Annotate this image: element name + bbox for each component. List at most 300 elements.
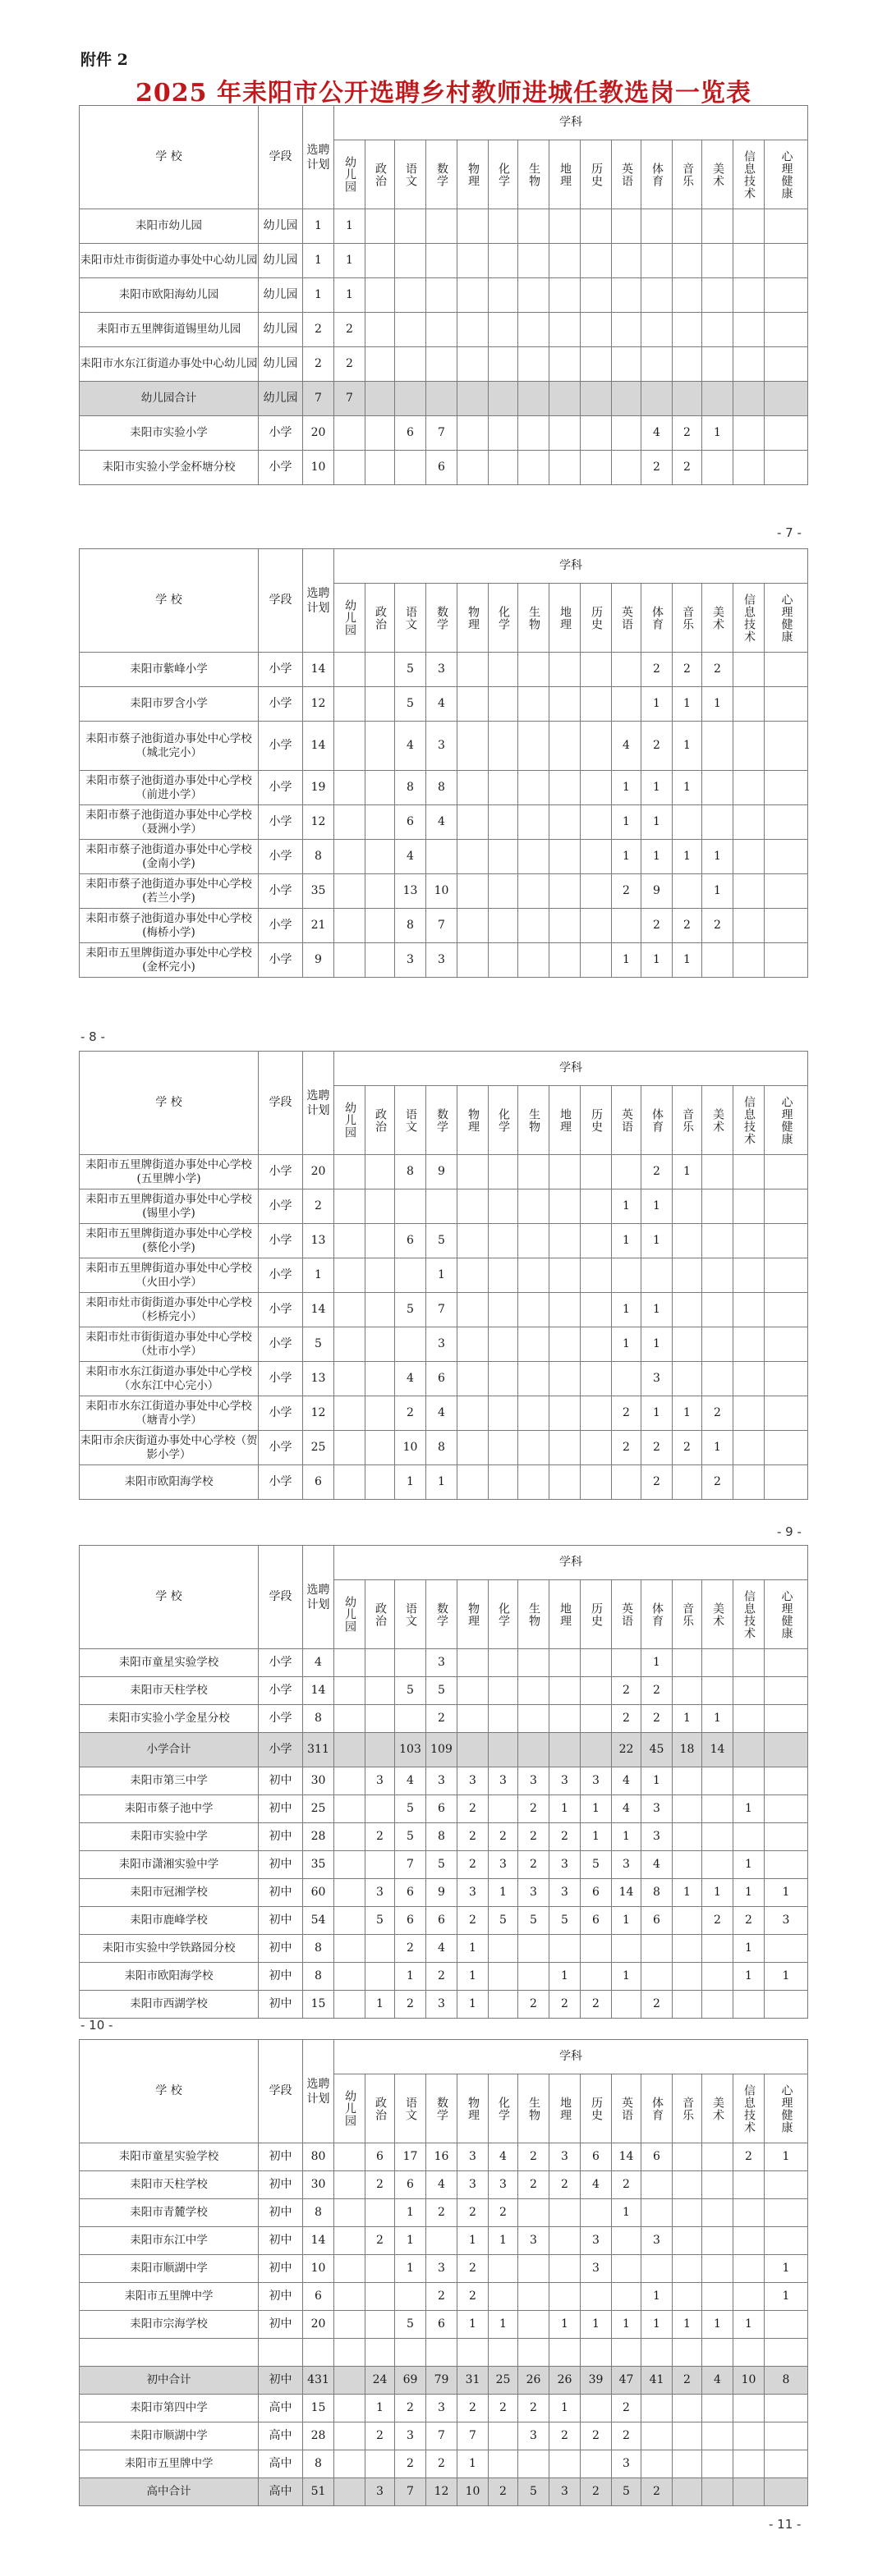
subject-count — [702, 1327, 733, 1362]
subject-count — [765, 2395, 808, 2422]
subject-count: 6 — [581, 1907, 612, 1935]
subject-count — [733, 1327, 765, 1362]
header-subject — [457, 1580, 489, 1649]
subject-count: 2 — [334, 347, 365, 382]
subject-count — [549, 2227, 581, 2255]
header-subject — [673, 140, 702, 209]
subject-count: 2 — [549, 2422, 581, 2450]
subject-count — [457, 722, 489, 771]
header-subject-label: 体育 — [650, 162, 664, 187]
school-name: 耒阳市青麓学校 — [80, 2199, 259, 2227]
school-name: 初中合计 — [80, 2367, 259, 2395]
subject-count: 1 — [581, 1823, 612, 1851]
subject-count — [612, 2227, 641, 2255]
subject-count: 5 — [549, 1907, 581, 1935]
subject-count — [365, 1431, 395, 1465]
subject-count — [334, 1991, 365, 2019]
subject-count — [489, 771, 518, 805]
header-subject-label: 生物 — [527, 605, 540, 630]
subject-count: 3 — [426, 1991, 457, 2019]
header-subject-label: 音乐 — [681, 605, 694, 630]
subject-count: 5 — [395, 1823, 426, 1851]
school-name: 耒阳市童星实验学校 — [80, 1649, 259, 1677]
header-subject-label: 生物 — [527, 162, 540, 187]
subject-count — [702, 2171, 733, 2199]
subject-count: 6 — [365, 2143, 395, 2171]
subject-count: 8 — [395, 771, 426, 805]
subject-count: 1 — [395, 2199, 426, 2227]
subject-count: 4 — [641, 416, 673, 451]
subject-count: 2 — [733, 2143, 765, 2171]
subject-count: 3 — [365, 1767, 395, 1795]
subject-count: 2 — [518, 1991, 549, 2019]
subject-count: 7 — [426, 1293, 457, 1327]
subject-count — [489, 1327, 518, 1362]
subject-count — [518, 653, 549, 687]
plan-count: 14 — [303, 1293, 334, 1327]
header-subject-label: 政治 — [374, 605, 387, 630]
header-subject — [581, 1580, 612, 1649]
header-subject-label: 音乐 — [681, 162, 694, 187]
table-row — [80, 874, 808, 909]
subject-count — [334, 1362, 365, 1396]
subject-count — [702, 1767, 733, 1795]
subject-count: 1 — [641, 840, 673, 874]
subject-count: 3 — [426, 653, 457, 687]
subject-count — [765, 2227, 808, 2255]
subject-count: 3 — [365, 1879, 395, 1907]
subject-count — [673, 1465, 702, 1500]
subject-count — [733, 1396, 765, 1431]
subject-count — [581, 1705, 612, 1733]
subject-count: 1 — [457, 2227, 489, 2255]
header-subject-label: 幼儿园 — [343, 1596, 356, 1633]
subject-count — [334, 1705, 365, 1733]
subject-count: 4 — [395, 1767, 426, 1795]
subject-count — [765, 1851, 808, 1879]
plan-count: 8 — [303, 1963, 334, 1991]
subject-count — [702, 1293, 733, 1327]
header-subject-label: 政治 — [374, 2096, 387, 2121]
subject-count: 1 — [641, 1293, 673, 1327]
subject-count — [673, 2478, 702, 2506]
subject-count — [518, 244, 549, 278]
plan-count: 25 — [303, 1431, 334, 1465]
school-stage: 幼儿园 — [259, 382, 303, 416]
table-row — [80, 1224, 808, 1258]
subject-count — [395, 2339, 426, 2367]
subject-count: 8 — [395, 1155, 426, 1189]
subject-count: 1 — [641, 1189, 673, 1224]
header-subject — [334, 1086, 365, 1155]
subject-count — [549, 1649, 581, 1677]
subject-count — [765, 1396, 808, 1431]
recruitment-table — [79, 105, 808, 485]
subject-count: 2 — [518, 1795, 549, 1823]
header-subject — [365, 1086, 395, 1155]
subject-count — [702, 1155, 733, 1189]
subject-count — [765, 1362, 808, 1396]
subject-count: 2 — [673, 451, 702, 485]
subject-count — [395, 1189, 426, 1224]
subject-count — [641, 313, 673, 347]
table-row — [80, 2283, 808, 2311]
subject-count: 3 — [426, 1327, 457, 1362]
subject-count: 6 — [395, 805, 426, 840]
table-row — [80, 1189, 808, 1224]
school-name: 耒阳市蔡子池街道办事处中心学校(金南小学) — [80, 840, 259, 874]
subject-count: 2 — [612, 2422, 641, 2450]
subject-count — [702, 244, 733, 278]
plan-count: 10 — [303, 2255, 334, 2283]
subject-count — [334, 1155, 365, 1189]
subject-count: 14 — [612, 1879, 641, 1907]
subject-count: 8 — [426, 771, 457, 805]
subject-count: 4 — [612, 722, 641, 771]
subject-count — [518, 1224, 549, 1258]
subject-count — [581, 840, 612, 874]
header-subject — [518, 584, 549, 653]
subject-count — [365, 771, 395, 805]
subject-count — [673, 1258, 702, 1293]
subject-count: 1 — [641, 771, 673, 805]
header-subject-label: 幼儿园 — [343, 1102, 356, 1139]
subject-count — [612, 313, 641, 347]
subject-count — [765, 1795, 808, 1823]
subject-count: 7 — [426, 416, 457, 451]
subject-count — [518, 1327, 549, 1362]
header-subject-label: 历史 — [590, 2096, 603, 2121]
subject-count — [673, 1991, 702, 2019]
subject-count: 2 — [702, 909, 733, 943]
subject-count: 3 — [489, 1851, 518, 1879]
page-number-8: - 8 - — [80, 1029, 105, 1044]
subject-count: 1 — [641, 943, 673, 978]
subject-count: 7 — [426, 2422, 457, 2450]
table-row — [80, 1795, 808, 1823]
subject-count — [549, 1431, 581, 1465]
school-name: 幼儿园合计 — [80, 382, 259, 416]
header-school: 学 校 — [80, 2040, 259, 2143]
header-subject-label: 地理 — [558, 162, 572, 187]
school-stage: 幼儿园 — [259, 278, 303, 313]
school-name: 耒阳市水东江街道办事处中心学校（水东江中心完小） — [80, 1362, 259, 1396]
subject-count — [489, 1963, 518, 1991]
subject-count: 2 — [612, 874, 641, 909]
header-subject-label: 美术 — [711, 1107, 724, 1133]
header-subject — [426, 2074, 457, 2143]
subject-count: 2 — [395, 1935, 426, 1963]
subject-count — [549, 722, 581, 771]
school-stage — [259, 2339, 303, 2367]
subject-count — [457, 2339, 489, 2367]
subject-count — [641, 382, 673, 416]
header-subject-label: 历史 — [590, 605, 603, 630]
plan-count: 35 — [303, 874, 334, 909]
subject-count — [641, 244, 673, 278]
subject-count: 1 — [673, 771, 702, 805]
plan-count: 14 — [303, 1677, 334, 1705]
header-subject-label: 心理健康 — [779, 1095, 793, 1145]
header-row — [80, 2040, 808, 2074]
subject-count — [549, 382, 581, 416]
subject-count — [765, 687, 808, 722]
subject-count — [365, 278, 395, 313]
subject-count: 1 — [733, 2311, 765, 2339]
table-row — [80, 347, 808, 382]
subject-count: 1 — [673, 1155, 702, 1189]
header-subject — [518, 2074, 549, 2143]
subject-count — [702, 2143, 733, 2171]
subject-count: 1 — [733, 1879, 765, 1907]
subject-count: 6 — [641, 1907, 673, 1935]
subject-count — [365, 1155, 395, 1189]
subject-count: 3 — [765, 1907, 808, 1935]
subject-count — [581, 943, 612, 978]
subject-count — [612, 382, 641, 416]
subject-count: 1 — [489, 2227, 518, 2255]
table-row — [80, 2255, 808, 2283]
header-school: 学 校 — [80, 1052, 259, 1155]
subject-count: 6 — [426, 451, 457, 485]
table-row — [80, 1258, 808, 1293]
school-stage: 初中 — [259, 2311, 303, 2339]
subject-count — [733, 382, 765, 416]
total-row — [80, 382, 808, 416]
subject-count: 3 — [457, 2143, 489, 2171]
subject-count — [581, 1362, 612, 1396]
subject-count: 45 — [641, 1733, 673, 1767]
subject-count — [733, 347, 765, 382]
subject-count — [489, 244, 518, 278]
subject-count — [334, 1677, 365, 1705]
subject-count: 2 — [457, 2395, 489, 2422]
subject-count — [702, 2227, 733, 2255]
subject-count — [518, 2283, 549, 2311]
table-row — [80, 1963, 808, 1991]
subject-count — [457, 1677, 489, 1705]
subject-count — [549, 687, 581, 722]
header-school: 学 校 — [80, 106, 259, 209]
header-subject-label: 历史 — [590, 1602, 603, 1627]
subject-count — [549, 2199, 581, 2227]
subject-count — [702, 2450, 733, 2478]
subject-count: 2 — [365, 2422, 395, 2450]
school-stage: 初中 — [259, 1823, 303, 1851]
subject-count — [581, 2199, 612, 2227]
header-subject — [334, 2074, 365, 2143]
header-subject — [641, 140, 673, 209]
subject-count — [581, 1189, 612, 1224]
header-subject-label: 物理 — [466, 1107, 480, 1133]
subject-count — [612, 1935, 641, 1963]
subject-count — [641, 1963, 673, 1991]
subject-count — [581, 1677, 612, 1705]
header-subject-label: 生物 — [527, 1602, 540, 1627]
subject-count: 2 — [457, 1907, 489, 1935]
subject-count: 9 — [426, 1155, 457, 1189]
subject-count — [641, 209, 673, 244]
subject-count — [334, 874, 365, 909]
header-subject — [733, 140, 765, 209]
subject-count: 3 — [489, 1767, 518, 1795]
header-subject-label: 地理 — [558, 605, 572, 630]
header-subject-label: 地理 — [558, 1107, 572, 1133]
subject-count — [426, 313, 457, 347]
header-plan-label: 选聘计划 — [306, 586, 330, 615]
subject-count — [673, 313, 702, 347]
subject-count: 41 — [641, 2367, 673, 2395]
subject-count: 2 — [489, 2199, 518, 2227]
subject-count: 8 — [426, 1823, 457, 1851]
subject-count: 8 — [765, 2367, 808, 2395]
header-subject — [549, 140, 581, 209]
plan-count: 20 — [303, 2311, 334, 2339]
subject-count: 79 — [426, 2367, 457, 2395]
subject-count — [395, 278, 426, 313]
subject-count — [365, 1189, 395, 1224]
subject-count — [549, 653, 581, 687]
subject-count: 2 — [457, 1823, 489, 1851]
subject-count: 8 — [395, 909, 426, 943]
subject-count: 7 — [457, 2422, 489, 2450]
subject-count — [426, 2227, 457, 2255]
subject-count — [457, 1362, 489, 1396]
subject-count — [365, 1293, 395, 1327]
table-row — [80, 1362, 808, 1396]
header-subject-label: 心理健康 — [779, 149, 793, 199]
subject-count — [489, 347, 518, 382]
subject-count — [518, 1396, 549, 1431]
subject-count — [702, 2283, 733, 2311]
subject-count — [334, 1327, 365, 1362]
plan-count: 1 — [303, 278, 334, 313]
header-plan — [303, 106, 334, 209]
subject-count — [518, 909, 549, 943]
header-subject — [489, 1086, 518, 1155]
subject-count — [673, 1907, 702, 1935]
header-subject-label: 英语 — [620, 1602, 633, 1627]
subject-count: 6 — [395, 416, 426, 451]
school-name: 耒阳市蔡子池街道办事处中心学校(梅桥小学) — [80, 909, 259, 943]
subject-count — [365, 2255, 395, 2283]
subject-count: 2 — [426, 2283, 457, 2311]
subject-count: 1 — [457, 1935, 489, 1963]
subject-count — [489, 1224, 518, 1258]
table-section-4 — [79, 1545, 808, 2019]
subject-count — [733, 909, 765, 943]
subject-count: 2 — [518, 2171, 549, 2199]
subject-count — [457, 416, 489, 451]
subject-count — [457, 1649, 489, 1677]
subject-count — [733, 1677, 765, 1705]
plan-count: 1 — [303, 1258, 334, 1293]
subject-count: 1 — [673, 943, 702, 978]
subject-count: 2 — [702, 653, 733, 687]
subject-count — [765, 1431, 808, 1465]
subject-count — [765, 2478, 808, 2506]
subject-count: 1 — [457, 1963, 489, 1991]
subject-count: 5 — [365, 1907, 395, 1935]
subject-count — [733, 2171, 765, 2199]
subject-count: 14 — [612, 2143, 641, 2171]
subject-count: 6 — [426, 2311, 457, 2339]
school-stage: 小学 — [259, 1327, 303, 1362]
school-stage: 初中 — [259, 2255, 303, 2283]
subject-count — [549, 1733, 581, 1767]
subject-count: 1 — [612, 1963, 641, 1991]
subject-count — [612, 687, 641, 722]
subject-count — [641, 2171, 673, 2199]
subject-count — [334, 771, 365, 805]
header-subject — [612, 2074, 641, 2143]
table-section-1 — [79, 105, 808, 485]
school-name: 耒阳市实验中学铁路园分校 — [80, 1935, 259, 1963]
document-title: 2025 年耒阳市公开选聘乡村教师进城任教选岗一览表 — [136, 79, 751, 108]
subject-count — [733, 1705, 765, 1733]
subject-count: 2 — [612, 1396, 641, 1431]
subject-count — [702, 2199, 733, 2227]
subject-count: 2 — [457, 1795, 489, 1823]
subject-count: 2 — [641, 1431, 673, 1465]
header-subject-label: 政治 — [374, 162, 387, 187]
header-plan-label: 选聘计划 — [306, 2077, 330, 2106]
recruitment-table — [79, 1051, 808, 1500]
subject-count — [673, 347, 702, 382]
header-subject — [365, 584, 395, 653]
school-name — [80, 2339, 259, 2367]
subject-count — [673, 1677, 702, 1705]
subject-count — [765, 382, 808, 416]
header-subject — [365, 140, 395, 209]
subject-count: 2 — [395, 1396, 426, 1431]
subject-count — [549, 943, 581, 978]
subject-count — [334, 2255, 365, 2283]
subject-count — [334, 840, 365, 874]
subject-count — [457, 244, 489, 278]
subject-count — [673, 382, 702, 416]
school-stage: 初中 — [259, 2367, 303, 2395]
subject-count: 1 — [702, 1879, 733, 1907]
school-name: 耒阳市五里牌街道办事处中心学校(锡里小学) — [80, 1189, 259, 1224]
subject-count: 5 — [612, 2478, 641, 2506]
subject-count — [489, 1396, 518, 1431]
school-name: 耒阳市鹿峰学校 — [80, 1907, 259, 1935]
subject-count: 2 — [426, 1963, 457, 1991]
subject-count — [518, 1155, 549, 1189]
subject-count: 2 — [518, 2395, 549, 2422]
header-stage: 学段 — [259, 106, 303, 209]
subject-count — [549, 1224, 581, 1258]
subject-count: 2 — [612, 2395, 641, 2422]
subject-count: 6 — [641, 2143, 673, 2171]
plan-count: 4 — [303, 1649, 334, 1677]
table-row — [80, 1293, 808, 1327]
table-section-5 — [79, 2039, 808, 2506]
subject-count: 1 — [549, 2395, 581, 2422]
subject-count: 3 — [612, 2450, 641, 2478]
subject-count — [549, 278, 581, 313]
subject-count: 1 — [765, 2143, 808, 2171]
school-stage: 初中 — [259, 1879, 303, 1907]
header-subject-label: 英语 — [620, 2096, 633, 2121]
table-row — [80, 909, 808, 943]
header-subject — [612, 140, 641, 209]
subject-count — [395, 244, 426, 278]
school-name: 耒阳市五里牌街道锡里幼儿园 — [80, 313, 259, 347]
header-subject — [702, 1086, 733, 1155]
subject-count — [581, 1733, 612, 1767]
